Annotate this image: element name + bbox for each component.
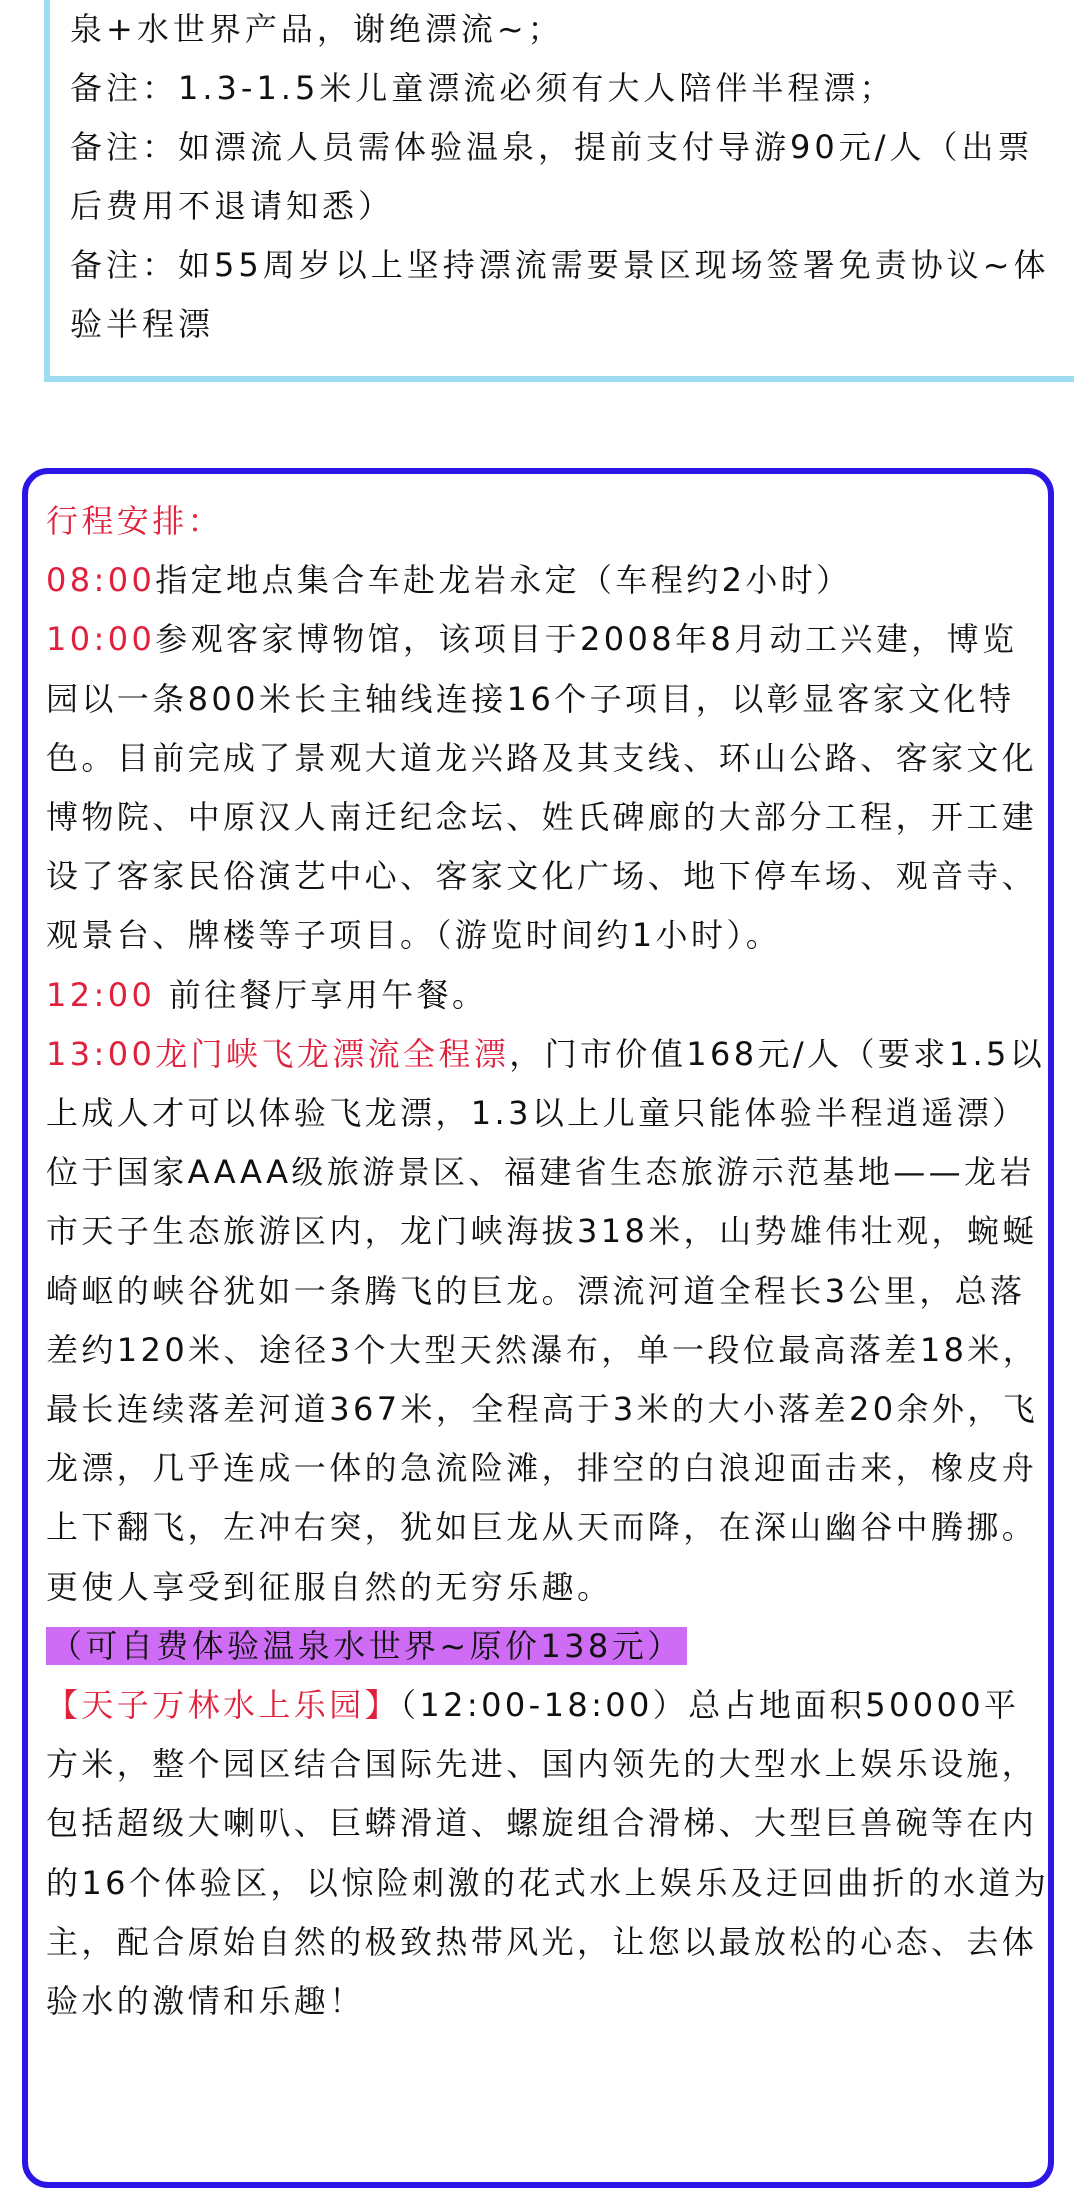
item-time: 10:00: [46, 620, 156, 659]
itinerary-item: [46, 966, 1051, 1025]
optional-note: [46, 1617, 1051, 1676]
itinerary-item: [46, 610, 1051, 965]
item-text: ，门市价值168元/人（要求1.5以上成人才可以体验飞龙漂，1.3以上儿童只能体验半程逍遥漂）位于国家AAAA级旅游景区、福建省生态旅游示范基地——龙岩市天子生态旅游区内，龙门峡海拔318米，山势雄伟壮观，蜿蜒崎岖的峡谷犹如一条腾飞的巨龙。漂流河道全程长3公里，总落差约120米、途径3个大型天然瀑布，单一段位最高落差18米，最长连续落差河道367米，全程高于3米的大小落差20余外，飞龙漂，几乎连成一体的急流险滩，排空的白浪迎面击来，橡皮舟上下翻飞，左冲右突，犹如巨龙从天而降，在深山幽谷中腾挪。更使人享受到征服自然的无穷乐趣。: [46, 1034, 1046, 1606]
notes-text: [70, 0, 1060, 354]
note-hot-spring: 备注：如漂流人员需体验温泉，提前支付导游90元/人（出票后费用不退请知悉）: [70, 128, 1034, 225]
water-park-text: （12:00-18:00）总占地面积50000平方米，整个园区结合国际先进、国内领先的大型水上娱乐设施，包括超级大喇叭、巨蟒滑道、螺旋组合滑梯、大型巨兽碗等在内的16个体验区，以惊险刺激的花式水上娱乐及迂回曲折的水道为主，配合原始自然的极致热带风光，让您以最放松的心态、去体验水的激情和乐趣！: [46, 1686, 1050, 2021]
water-park-item: [46, 1676, 1051, 2031]
optional-highlight: （可自费体验温泉水世界~原价138元）: [46, 1627, 687, 1665]
note-age-limit: 备注：如55周岁以上坚持漂流需要景区现场签署免责协议~体验半程漂: [70, 246, 1050, 343]
itinerary-item: [46, 1025, 1051, 1617]
item-text: 指定地点集合车赴龙岩永定（车程约2小时）: [155, 561, 852, 600]
water-park-name: 【天子万林水上乐园】: [46, 1686, 401, 1725]
itinerary-text: [46, 492, 1051, 2031]
item-text: 前往餐厅享用午餐。: [155, 975, 488, 1014]
item-text: 参观客家博物馆，该项目于2008年8月动工兴建，博览园以一条800米长主轴线连接16个子项目，以彰显客家文化特色。目前完成了景观大道龙兴路及其支线、环山公路、客家文化博物院、中原汉人南迁纪念坛、姓氏碑廊的大部分工程，开工建设了客家民俗演艺中心、客家文化广场、地下停车场、观音寺、观景台、牌楼等子项目。（游览时间约1小时）。: [46, 620, 1038, 955]
itinerary-heading: 行程安排：: [46, 502, 224, 540]
item-time: 08:00: [46, 561, 156, 600]
notes-line-1: 泉+水世界产品，谢绝漂流~；: [70, 10, 564, 48]
note-child-rafting: 备注：1.3-1.5米儿童漂流必须有大人陪伴半程漂；: [70, 69, 896, 107]
item-time: 13:00龙门峡飞龙漂流全程漂: [46, 1034, 510, 1073]
itinerary-item: [46, 551, 1051, 610]
item-time: 12:00: [46, 975, 156, 1014]
